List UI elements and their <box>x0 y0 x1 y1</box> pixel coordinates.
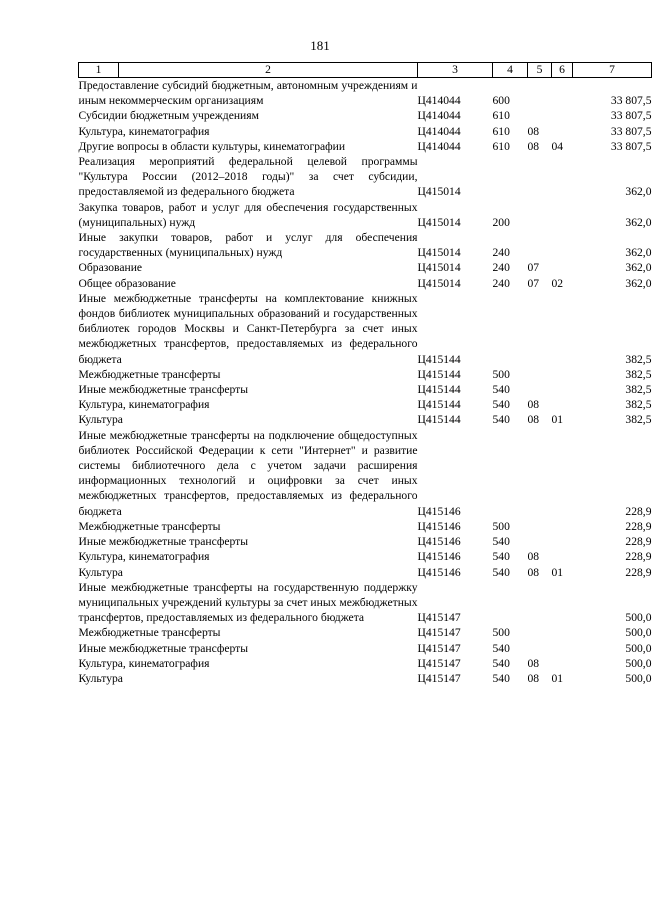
section-code <box>528 580 552 626</box>
subsection-code <box>552 230 573 260</box>
target-code: Ц414044 <box>417 109 461 123</box>
section-code: 08 <box>527 550 540 564</box>
column-number: 4 <box>493 63 528 78</box>
target-code: Ц414044 <box>417 94 461 108</box>
column-number: 1 <box>79 63 119 78</box>
subsection-code <box>552 78 573 109</box>
section-code <box>528 625 552 640</box>
amount: 382,5 <box>625 367 652 381</box>
row-name: Иные межбюджетные трансферты <box>78 535 249 549</box>
section-code: 07 <box>527 276 540 290</box>
subsection-code <box>552 519 573 534</box>
target-code: Ц415014 <box>417 276 461 290</box>
amount: 500,0 <box>625 656 652 670</box>
expense-type-code: 240 <box>492 276 510 290</box>
column-number: 6 <box>552 63 573 78</box>
row-name: Межбюджетные трансферты <box>78 519 221 533</box>
section-code <box>528 200 552 230</box>
amount: 382,5 <box>625 413 652 427</box>
row-name: Межбюджетные трансферты <box>78 626 221 640</box>
table-row <box>79 78 652 109</box>
subsection-code <box>552 108 573 123</box>
subsection-code: 01 <box>551 565 564 579</box>
amount: 382,5 <box>625 398 652 412</box>
section-code: 07 <box>527 261 540 275</box>
row-name: Культура <box>78 413 123 427</box>
section-code: 08 <box>527 413 540 427</box>
table-row <box>79 154 652 200</box>
row-name: Культура <box>78 671 123 685</box>
column-number: 5 <box>528 63 552 78</box>
row-name: Иные закупки товаров, работ и услуг для обеспечения государственных (муниципальных) нужд <box>78 231 418 260</box>
amount: 228,9 <box>625 519 652 533</box>
table-row <box>79 580 652 626</box>
target-code: Ц415144 <box>417 383 461 397</box>
section-code <box>528 534 552 549</box>
table-row <box>79 382 652 397</box>
amount: 228,9 <box>625 535 652 549</box>
amount: 362,0 <box>625 246 652 260</box>
target-code: Ц415014 <box>417 215 461 229</box>
expense-type-code: 610 <box>492 124 510 138</box>
target-code: Ц415146 <box>417 565 461 579</box>
amount: 362,0 <box>625 185 652 199</box>
section-code <box>528 154 552 200</box>
row-name: Межбюджетные трансферты <box>78 367 221 381</box>
amount: 228,9 <box>625 504 652 518</box>
table-row <box>79 565 652 580</box>
table-row <box>79 519 652 534</box>
table-row <box>79 625 652 640</box>
subsection-code <box>552 580 573 626</box>
amount: 33 807,5 <box>610 94 652 108</box>
subsection-code <box>552 382 573 397</box>
table-row <box>79 108 652 123</box>
target-code: Ц415144 <box>417 352 461 366</box>
amount: 362,0 <box>625 261 652 275</box>
subsection-code <box>552 367 573 382</box>
table-row <box>79 291 652 367</box>
target-code: Ц415144 <box>417 398 461 412</box>
table-row <box>79 230 652 260</box>
expense-type-code: 610 <box>492 109 510 123</box>
expense-type-code: 540 <box>492 383 510 397</box>
target-code: Ц415144 <box>417 413 461 427</box>
subsection-code <box>552 397 573 412</box>
section-code: 08 <box>527 124 540 138</box>
subsection-code <box>552 534 573 549</box>
row-name: Культура, кинематография <box>78 124 210 138</box>
row-name: Иные межбюджетные трансферты на государственную поддержку муниципальных учреждений культуры за счет иных межбюджетных трансфертов, предоставляемых из федерального бюджета <box>78 580 418 625</box>
expense-type-code: 500 <box>492 367 510 381</box>
column-number: 2 <box>119 63 418 78</box>
amount: 33 807,5 <box>610 109 652 123</box>
subsection-code: 01 <box>551 671 564 685</box>
target-code: Ц415147 <box>417 611 461 625</box>
subsection-code <box>552 656 573 671</box>
expense-type-code: 610 <box>492 139 510 153</box>
row-name: Закупка товаров, работ и услуг для обеспечения государственных (муниципальных) нужд <box>78 200 418 229</box>
expense-type-code: 500 <box>492 519 510 533</box>
subsection-code <box>552 641 573 656</box>
target-code: Ц415014 <box>417 185 461 199</box>
row-name: Культура, кинематография <box>78 398 210 412</box>
row-name: Культура, кинематография <box>78 550 210 564</box>
page-number: 181 <box>310 38 330 53</box>
target-code: Ц415014 <box>417 246 461 260</box>
target-code: Ц415146 <box>417 535 461 549</box>
expense-type-code: 240 <box>492 261 510 275</box>
target-code: Ц415147 <box>417 671 461 685</box>
subsection-code: 04 <box>551 139 564 153</box>
table-row <box>79 412 652 427</box>
row-name: Другие вопросы в области культуры, кинематографии <box>78 139 346 153</box>
subsection-code <box>552 124 573 139</box>
amount: 500,0 <box>625 641 652 655</box>
table-row <box>79 124 652 139</box>
expense-type-code <box>493 291 528 367</box>
expense-type-code: 540 <box>492 398 510 412</box>
section-code <box>528 108 552 123</box>
subsection-code <box>552 260 573 275</box>
amount: 500,0 <box>625 611 652 625</box>
table-row <box>79 534 652 549</box>
subsection-code <box>552 428 573 519</box>
column-number-row <box>79 63 652 78</box>
target-code: Ц415146 <box>417 504 461 518</box>
target-code: Ц415147 <box>417 641 461 655</box>
column-number: 3 <box>418 63 493 78</box>
subsection-code <box>552 154 573 200</box>
section-code: 08 <box>527 139 540 153</box>
table-row <box>79 200 652 230</box>
section-code: 08 <box>527 398 540 412</box>
expense-type-code: 540 <box>492 656 510 670</box>
expense-type-code <box>493 154 528 200</box>
row-name: Иные межбюджетные трансферты на комплектование книжных фондов библиотек муниципальных образований и государственных библиотек городов Москвы и Санкт-Петербурга за счет иных межбюджетных трансфертов, предоставляемых из федерального бюджета <box>78 291 418 366</box>
expense-type-code: 240 <box>492 246 510 260</box>
section-code: 08 <box>527 656 540 670</box>
expense-type-code: 500 <box>492 626 510 640</box>
amount: 500,0 <box>625 626 652 640</box>
budget-table <box>78 62 652 686</box>
table-row <box>79 428 652 519</box>
subsection-code: 01 <box>551 413 564 427</box>
expense-type-code: 600 <box>492 94 510 108</box>
amount: 382,5 <box>625 352 652 366</box>
table-row <box>79 367 652 382</box>
table-row <box>79 641 652 656</box>
expense-type-code: 540 <box>492 413 510 427</box>
row-name: Общее образование <box>78 276 176 290</box>
table-body <box>79 78 652 687</box>
expense-type-code: 200 <box>492 215 510 229</box>
amount: 228,9 <box>625 550 652 564</box>
row-name: Культура, кинематография <box>78 656 210 670</box>
row-name: Иные межбюджетные трансферты <box>78 383 249 397</box>
row-name: Иные межбюджетные трансферты <box>78 641 249 655</box>
target-code: Ц415014 <box>417 261 461 275</box>
row-name: Образование <box>78 261 143 275</box>
amount: 500,0 <box>625 671 652 685</box>
target-code: Ц414044 <box>417 139 461 153</box>
table-row <box>79 276 652 291</box>
table-row <box>79 260 652 275</box>
amount: 228,9 <box>625 565 652 579</box>
section-code <box>528 428 552 519</box>
target-code: Ц415147 <box>417 656 461 670</box>
amount: 33 807,5 <box>610 139 652 153</box>
expense-type-code <box>493 428 528 519</box>
section-code <box>528 367 552 382</box>
target-code: Ц415147 <box>417 626 461 640</box>
section-code <box>528 78 552 109</box>
table-row <box>79 656 652 671</box>
expense-type-code: 540 <box>492 671 510 685</box>
subsection-code <box>552 625 573 640</box>
amount: 382,5 <box>625 383 652 397</box>
expense-type-code <box>493 580 528 626</box>
section-code <box>528 519 552 534</box>
row-name: Реализация мероприятий федеральной целевой программы "Культура России (2012–2018 годы)" за счет субсидии, предоставляемой из федерального бюджета <box>78 155 418 199</box>
row-name: Предоставление субсидий бюджетным, автономным учреждениям и иным некоммерческим организациям <box>78 79 418 108</box>
table-row <box>79 139 652 154</box>
target-code: Ц415144 <box>417 367 461 381</box>
section-code: 08 <box>527 565 540 579</box>
section-code <box>528 641 552 656</box>
expense-type-code: 540 <box>492 550 510 564</box>
target-code: Ц415146 <box>417 550 461 564</box>
section-code: 08 <box>527 671 540 685</box>
expense-type-code: 540 <box>492 565 510 579</box>
amount: 33 807,5 <box>610 124 652 138</box>
expense-type-code: 540 <box>492 535 510 549</box>
row-name: Субсидии бюджетным учреждениям <box>78 109 259 123</box>
table-row <box>79 397 652 412</box>
amount: 362,0 <box>625 276 652 290</box>
table-row <box>79 671 652 686</box>
row-name: Культура <box>78 565 123 579</box>
column-number: 7 <box>573 63 652 78</box>
section-code <box>528 291 552 367</box>
section-code <box>528 230 552 260</box>
subsection-code: 02 <box>551 276 564 290</box>
table-row <box>79 549 652 564</box>
section-code <box>528 382 552 397</box>
subsection-code <box>552 200 573 230</box>
subsection-code <box>552 549 573 564</box>
expense-type-code: 540 <box>492 641 510 655</box>
subsection-code <box>552 291 573 367</box>
target-code: Ц414044 <box>417 124 461 138</box>
target-code: Ц415146 <box>417 519 461 533</box>
row-name: Иные межбюджетные трансферты на подключение общедоступных библиотек Российской Федерации к сети "Интернет" и развитие системы библиотечного дела с учетом задачи расширения информационных технологий и оцифровки за счет иных межбюджетных трансфертов, предоставляемых из федерального бюджета <box>78 428 418 518</box>
amount: 362,0 <box>625 215 652 229</box>
